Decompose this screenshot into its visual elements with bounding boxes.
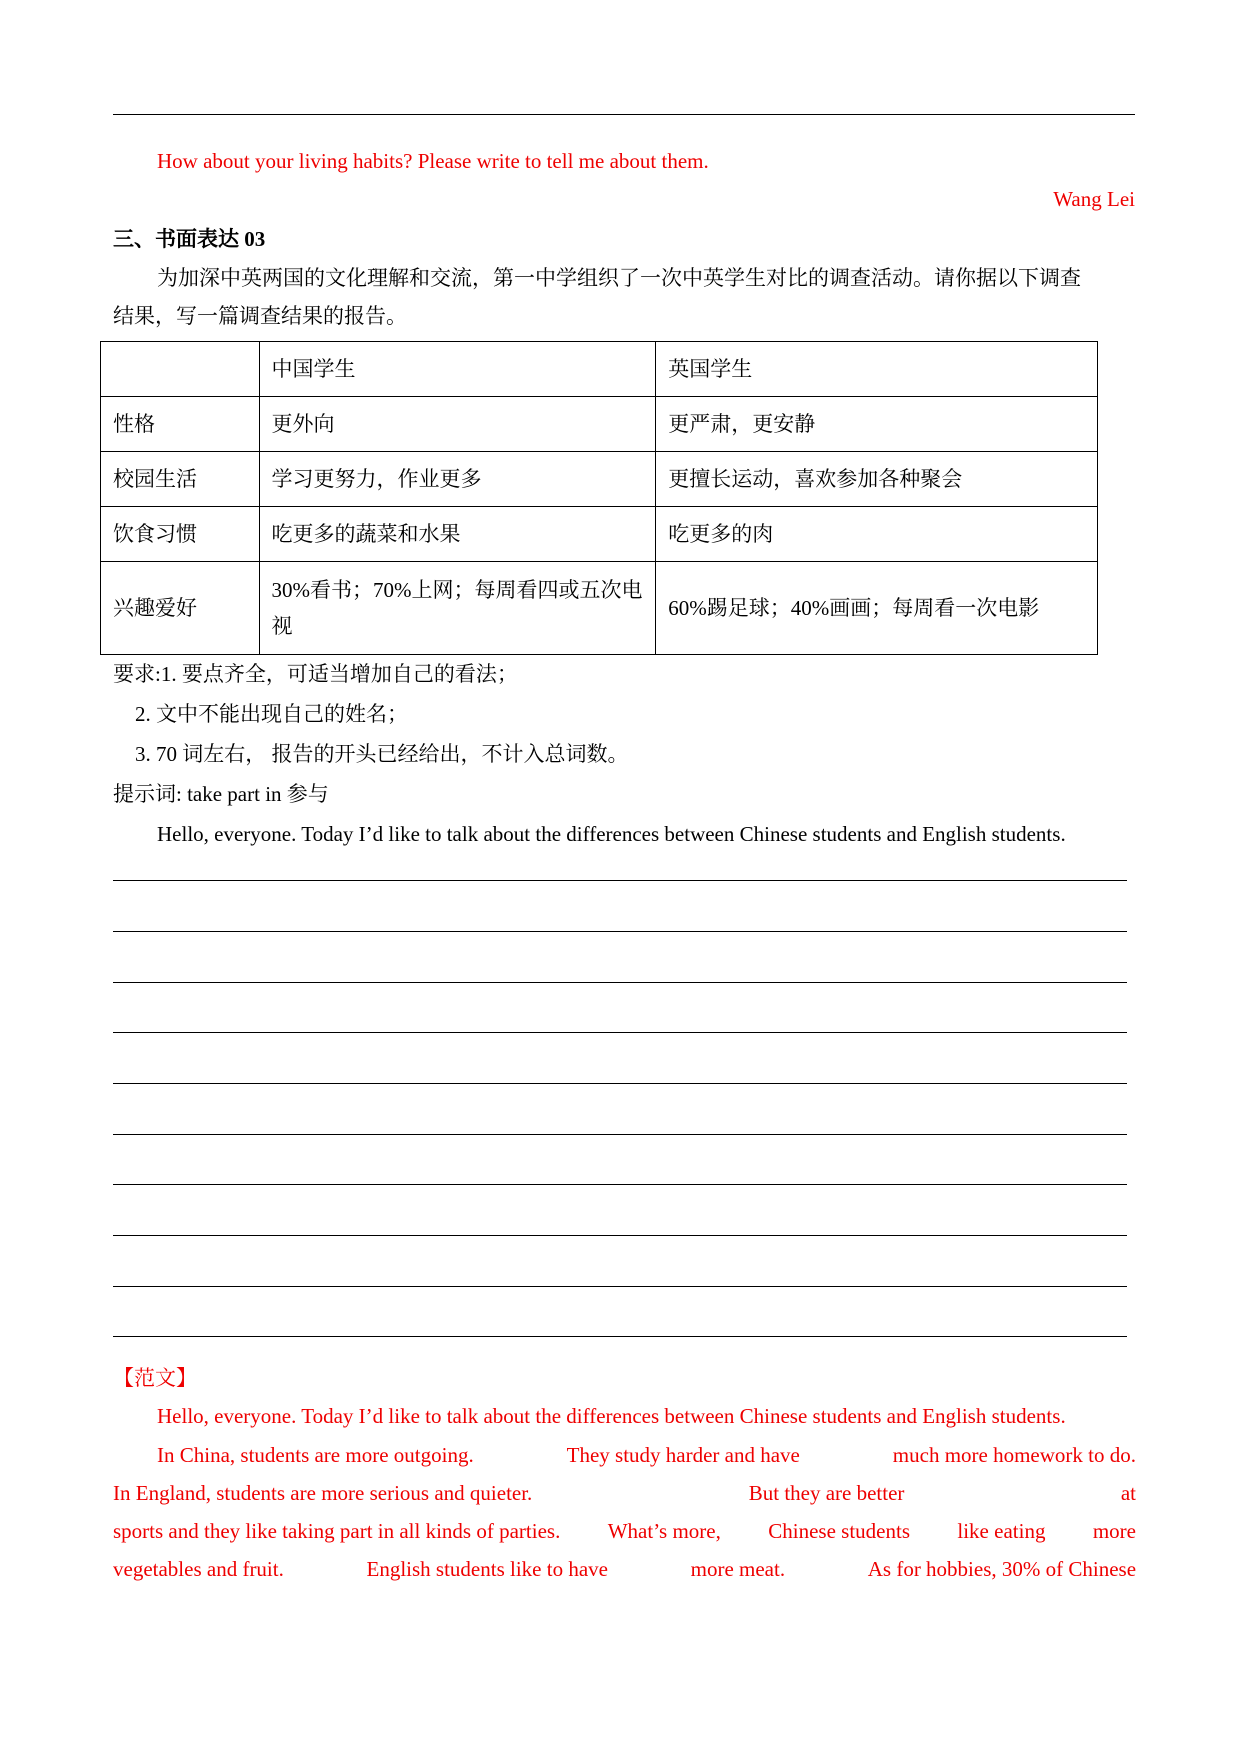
table-row [101,397,1098,452]
sample-line [113,1550,1136,1588]
table-cell: 更严肃，更安静 [656,397,1098,452]
sample-text: at [1120,1481,1136,1505]
section-intro-line-2: 结果，写一篇调查结果的报告。 [113,304,407,328]
answer-line[interactable] [113,1032,1127,1033]
table-cell: 更擅长运动，喜欢参加各种聚会 [656,452,1098,507]
sample-text: What’s more, [607,1519,721,1543]
table-header-cell: 中国学生 [259,342,656,397]
sample-line [113,1512,1136,1550]
table-cell: 吃更多的肉 [656,507,1098,562]
answer-line[interactable] [113,880,1127,881]
table-cell: 更外向 [259,397,656,452]
sample-text: sports and they like taking part in all kinds of parties. [113,1519,561,1543]
sample-text: Chinese students [768,1519,910,1543]
table-row-label: 校园生活 [101,452,260,507]
requirement-3: 3. 70 词左右， 报告的开头已经给出，不计入总词数。 [135,742,629,766]
table-cell: 吃更多的蔬菜和水果 [259,507,656,562]
answer-line[interactable] [113,1134,1127,1135]
table-header-cell [101,342,260,397]
answer-line[interactable] [113,1235,1127,1236]
sample-text: like eating [957,1519,1046,1543]
requirement-2: 2. 文中不能出现自己的姓名； [135,702,408,726]
answer-line[interactable] [113,1184,1127,1185]
sample-body [113,1436,1136,1588]
answer-line[interactable] [113,1083,1127,1084]
table-row [101,507,1098,562]
table-cell: 30%看书；70%上网；每周看四或五次电视 [259,562,656,655]
table-row-label: 饮食习惯 [101,507,260,562]
sample-label: 【范文】 [113,1366,197,1390]
section-title: 三、书面表达 03 [113,227,266,251]
sample-text: In England, students are more serious and quieter. [113,1481,533,1505]
sample-text: much more homework to do. [892,1443,1136,1467]
sample-line [113,1436,1136,1474]
sample-text: As for hobbies, 30% of Chinese [867,1557,1137,1581]
sample-text: In China, students are more outgoing. [157,1443,474,1467]
header-rule [113,114,1135,115]
answer-line[interactable] [113,1286,1127,1287]
section-intro-line-1: 为加深中英两国的文化理解和交流，第一中学组织了一次中英学生对比的调查活动。请你据以下调查 [157,266,1081,290]
requirement-1: 要求:1. 要点齐全，可适当增加自己的看法； [113,662,518,686]
sample-text: They study harder and have [566,1443,800,1467]
sample-opening: Hello, everyone. Today I’d like to talk about the differences between Chinese students and English students. [157,1404,1066,1428]
answer-line[interactable] [113,982,1127,983]
letter-question: How about your living habits? Please write to tell me about them. [157,149,709,173]
table-row-label: 兴趣爱好 [101,562,260,655]
hint-words: 提示词: take part in 参与 [113,782,329,806]
table-row [101,562,1098,655]
sample-text: English students like to have [366,1557,608,1581]
letter-signature: Wang Lei [1053,187,1135,211]
sample-text: vegetables and fruit. [113,1557,284,1581]
sample-text: more [1092,1519,1136,1543]
table-cell: 学习更努力，作业更多 [259,452,656,507]
table-cell: 60%踢足球；40%画画；每周看一次电影 [656,562,1098,655]
table-header-cell: 英国学生 [656,342,1098,397]
survey-table [100,341,1098,655]
table-row [101,452,1098,507]
table-row-label: 性格 [101,397,260,452]
answer-line[interactable] [113,1336,1127,1337]
sample-text: But they are better [748,1481,905,1505]
answer-line[interactable] [113,931,1127,932]
report-opening: Hello, everyone. Today I’d like to talk about the differences between Chinese students and English students. [157,822,1066,846]
sample-text: more meat. [690,1557,786,1581]
table-header-row [101,342,1098,397]
sample-line [113,1474,1136,1512]
